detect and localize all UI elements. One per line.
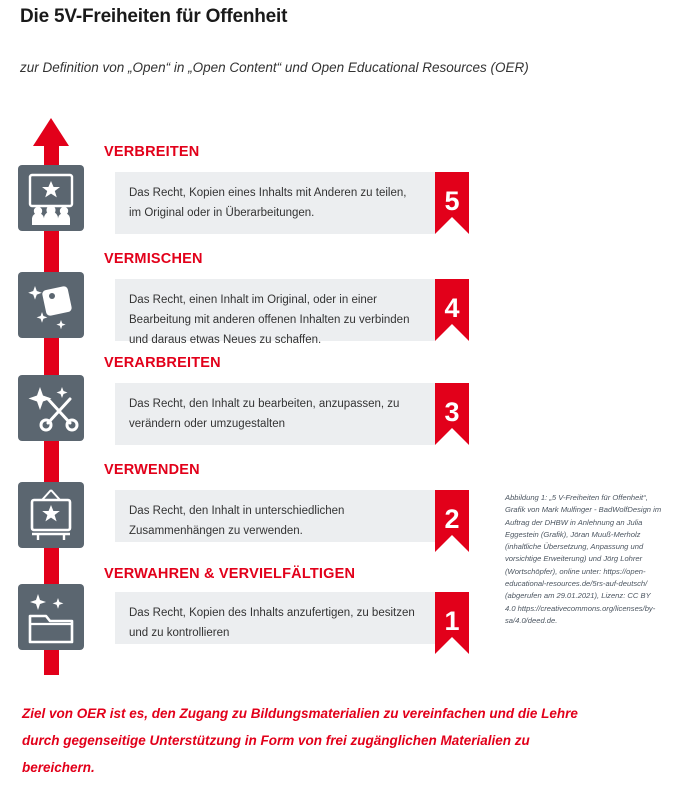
- freedom-number-3: 3: [444, 397, 460, 427]
- figure-caption: Abbildung 1: „5 V-Freiheiten für Offenheit“, Grafik von Mark Mulfinger - BadWolfDesign im Auftrag der DHBW in Anlehnung an Julia Eggestein (Grafik), Jöran Muuß-Merholz (inhaltliche Übersetzung, Anpassung und vorsichtige Erweiterung) und Jörg Lohrer (Wortschöpfer), online unter: https://open-educational-resources.de/5rs-auf-deutsch/ (abgerufen am 29.01.2021), Lizenz: CC BY 4.0 https://creativecommons.org/licenses/by-sa/4.0/deed.de.: [505, 493, 662, 625]
- freedom-number-2: 2: [444, 504, 460, 534]
- people-share-icon: [18, 165, 84, 231]
- freedom-label-2: VERWENDEN: [104, 462, 200, 478]
- tag-sparkle-icon: [18, 272, 84, 338]
- picture-frame-star-icon: [18, 482, 84, 548]
- freedom-number-flag-4: [435, 279, 469, 324]
- freedom-number-1: 1: [444, 606, 460, 636]
- freedom-label-3: VERARBREITEN: [104, 355, 221, 371]
- page-subtitle: zur Definition von „Open“ in „Open Content“ und Open Educational Resources (OER): [20, 60, 529, 75]
- freedom-number-5: 5: [444, 186, 460, 216]
- freedom-description-3: Das Recht, den Inhalt zu bearbeiten, anzupassen, zu verändern oder umzugestalten: [115, 383, 435, 445]
- freedom-number-4: 4: [444, 293, 460, 323]
- freedom-number-flag-1: [435, 592, 469, 637]
- freedom-label-1: VERWAHREN & VERVIELFÄLTIGEN: [104, 566, 356, 582]
- page-title: Die 5V-Freiheiten für Offenheit: [20, 6, 288, 27]
- freedom-description-4: Das Recht, einen Inhalt im Original, oder in einer Bearbeitung mit anderen offenen Inhalten zu verbinden und daraus etwas Neues zu schaffen.: [115, 279, 435, 341]
- freedom-number-flag-3: [435, 383, 469, 428]
- scissors-star-icon: [18, 375, 84, 441]
- freedom-description-5: Das Recht, Kopien eines Inhalts mit Anderen zu teilen, im Original oder in Überarbeitungen.: [115, 172, 435, 234]
- freedom-label-4: VERMISCHEN: [104, 251, 203, 267]
- freedom-label-5: VERBREITEN: [104, 144, 200, 160]
- freedom-number-flag-2: [435, 490, 469, 535]
- folder-star-icon: [18, 584, 84, 650]
- red-arrow-head-icon: [33, 118, 69, 146]
- freedom-description-1: Das Recht, Kopien des Inhalts anzufertigen, zu besitzen und zu kontrollieren: [115, 592, 435, 644]
- footer-statement: Ziel von OER ist es, den Zugang zu Bildungsmaterialien zu vereinfachen und die Lehre durch gegenseitige Unterstützung in Form von frei zugänglichen Materialien zu bereichern.: [22, 706, 578, 775]
- freedom-number-flag-5: [435, 172, 469, 217]
- freedom-description-2: Das Recht, den Inhalt in unterschiedlichen Zusammenhängen zu verwenden.: [115, 490, 435, 542]
